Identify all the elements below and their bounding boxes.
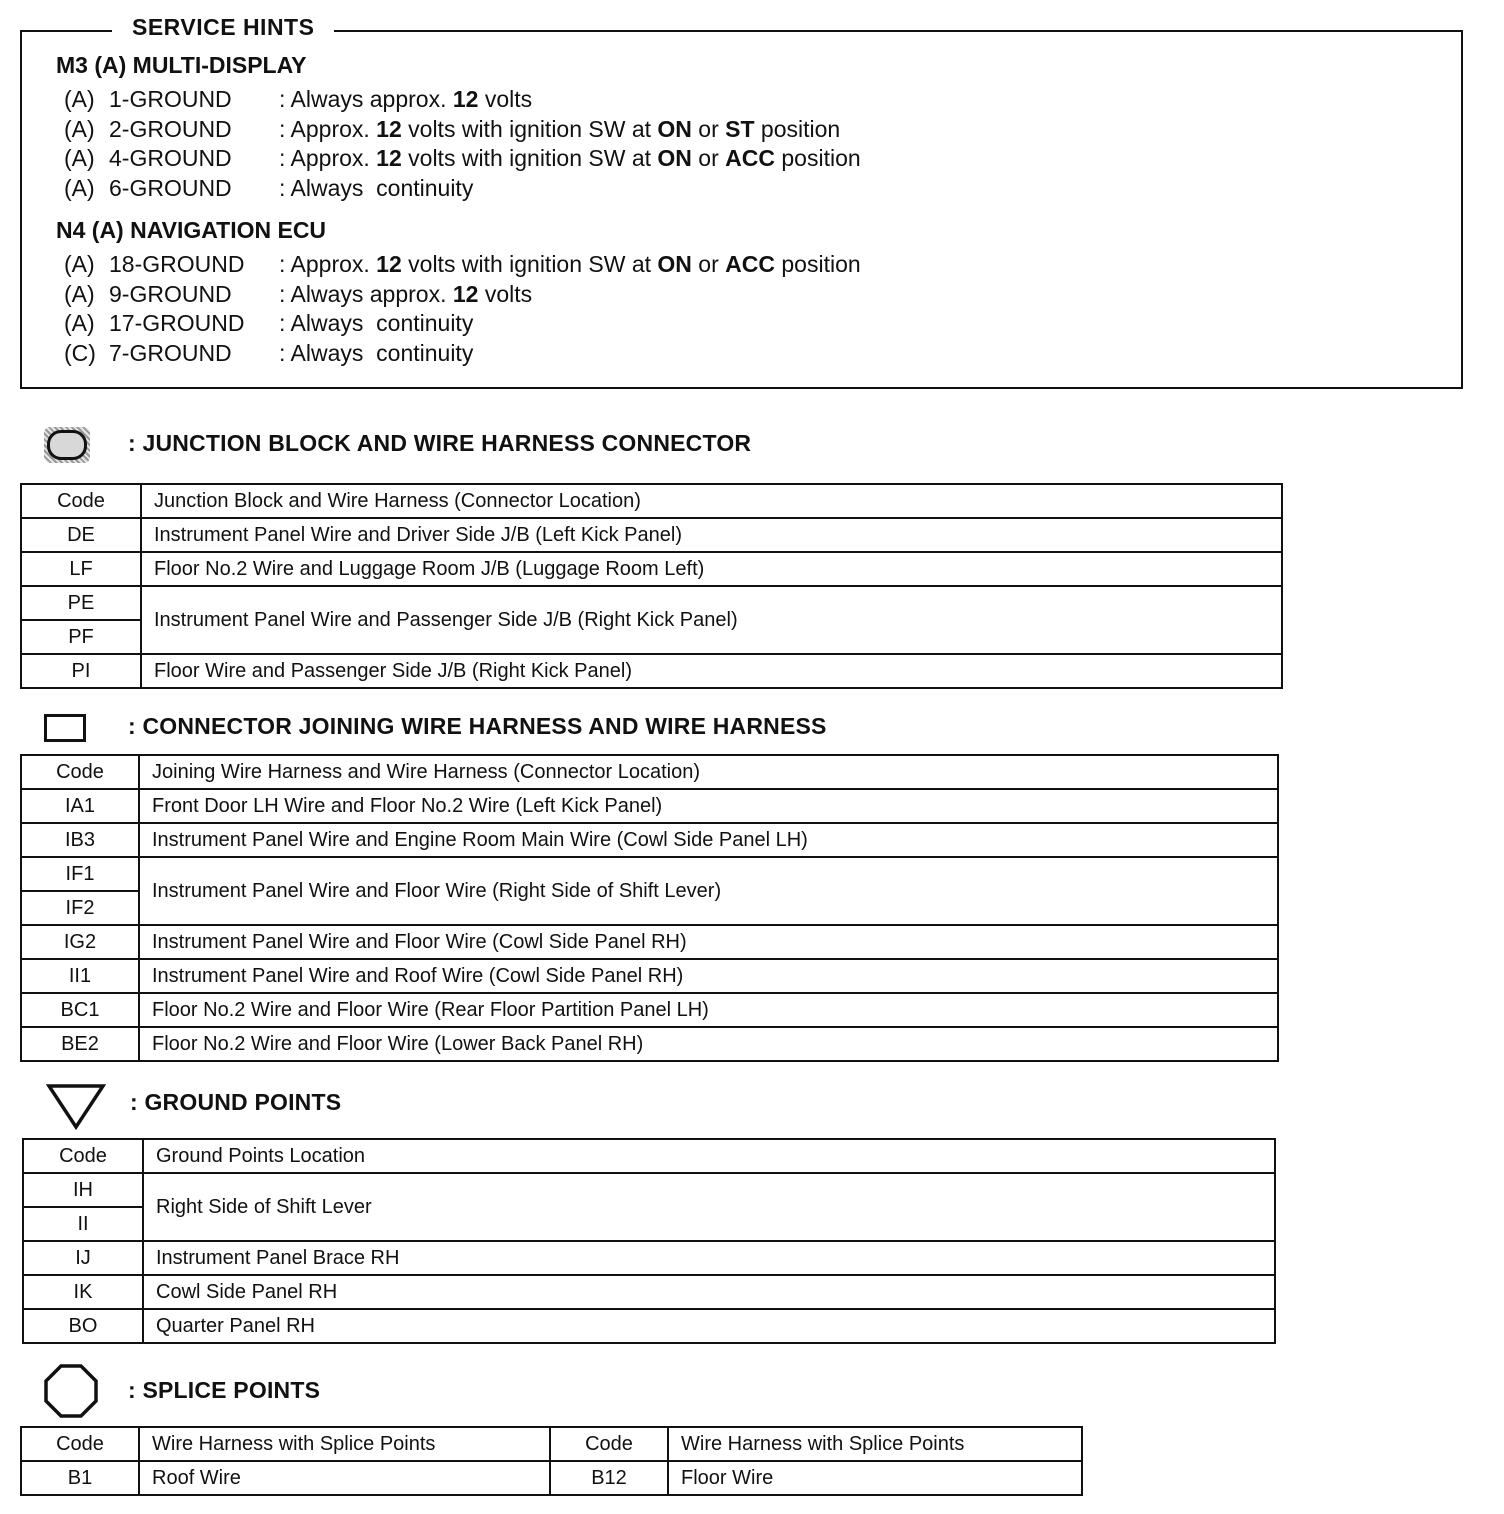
hint-text: Approx.	[290, 115, 377, 142]
hint-ref: (A)	[64, 115, 95, 142]
row-code: PE	[21, 586, 141, 620]
hint-text: Approx.	[290, 251, 377, 277]
row-code: BC1	[21, 993, 139, 1027]
table-header-row	[21, 1427, 1082, 1461]
hint-group-n4	[56, 217, 861, 368]
row-code: II	[23, 1207, 143, 1241]
row-code: PI	[21, 654, 141, 688]
table-row	[23, 1241, 1275, 1275]
header-desc: Ground Points Location	[143, 1139, 1275, 1173]
hint-value: 12	[376, 115, 402, 142]
table-header-row	[23, 1139, 1275, 1173]
row-desc: Instrument Panel Wire and Roof Wire (Cowl Side Panel RH)	[139, 959, 1278, 993]
table-row	[23, 1309, 1275, 1343]
row-code: BO	[23, 1309, 143, 1343]
hint-pin: 17-GROUND	[109, 310, 245, 337]
hint-text: or	[691, 115, 726, 142]
header-code: Code	[21, 484, 141, 518]
hint-text: volts with ignition SW at	[401, 145, 658, 172]
header-desc: Junction Block and Wire Harness (Connector Location)	[141, 484, 1282, 518]
row-code: PF	[21, 620, 141, 654]
hint-group-title: N4 (A) NAVIGATION ECU	[56, 217, 327, 243]
header-desc: Joining Wire Harness and Wire Harness (Connector Location)	[139, 755, 1278, 789]
hint-ref: (A)	[64, 310, 95, 337]
header-code: Code	[21, 1427, 139, 1461]
hint-value: 12	[452, 86, 479, 112]
hint-pin: 1-GROUND	[109, 86, 232, 112]
row-code: IJ	[23, 1241, 143, 1275]
hint-group-title: M3 (A) MULTI-DISPLAY	[56, 52, 307, 78]
ground-points-table	[22, 1138, 1276, 1344]
hint-switch-pos: ST	[725, 115, 755, 142]
row-code: BE2	[21, 1027, 139, 1061]
row-desc: Quarter Panel RH	[143, 1309, 1275, 1343]
splice-desc: Floor Wire	[668, 1461, 1082, 1495]
hint-text: volts with ignition SW at	[401, 115, 658, 142]
row-desc: Instrument Panel Wire and Floor Wire (Cowl Side Panel RH)	[139, 925, 1278, 959]
hint-text: volts	[478, 280, 533, 307]
hint-text: Approx.	[290, 145, 377, 172]
table-header-row	[21, 755, 1278, 789]
hint-ref: (A)	[64, 251, 95, 277]
header-desc: Wire Harness with Splice Points	[139, 1427, 550, 1461]
table-row	[21, 993, 1278, 1027]
splice-code: B1	[21, 1461, 139, 1495]
table-row	[23, 1173, 1275, 1207]
hint-value: 12	[376, 251, 402, 277]
hint-line: (C) 7-GROUND : Always continuity	[64, 339, 861, 369]
connector-joining-heading: : CONNECTOR JOINING WIRE HARNESS AND WIRE HARNESS	[128, 713, 827, 739]
splice-points-table	[20, 1426, 1083, 1496]
hint-line: (A) 2-GROUND : Approx. 12 volts with ignition SW at ON or ST position	[64, 115, 861, 145]
table-row	[21, 518, 1282, 552]
row-desc: Cowl Side Panel RH	[143, 1275, 1275, 1309]
table-header-row	[21, 484, 1282, 518]
row-desc: Floor No.2 Wire and Luggage Room J/B (Luggage Room Left)	[141, 552, 1282, 586]
hint-text: volts	[478, 86, 533, 112]
hint-text: or	[691, 145, 726, 172]
table-row	[21, 1027, 1278, 1061]
row-desc: Instrument Panel Wire and Driver Side J/B (Left Kick Panel)	[141, 518, 1282, 552]
table-row	[21, 789, 1278, 823]
row-desc: Instrument Panel Wire and Passenger Side J/B (Right Kick Panel)	[141, 586, 1282, 654]
hint-text: Always approx.	[290, 86, 453, 112]
header-code: Code	[23, 1139, 143, 1173]
row-code: II1	[21, 959, 139, 993]
hint-value: 12	[376, 145, 402, 172]
ground-triangle-icon	[46, 1083, 106, 1131]
hint-pin: 2-GROUND	[109, 115, 232, 142]
row-code: IF1	[21, 857, 139, 891]
row-code: LF	[21, 552, 141, 586]
table-row	[21, 959, 1278, 993]
header-desc: Wire Harness with Splice Points	[668, 1427, 1082, 1461]
table-row	[21, 823, 1278, 857]
row-code: IB3	[21, 823, 139, 857]
hint-switch-pos: ON	[657, 145, 692, 172]
row-code: IA1	[21, 789, 139, 823]
hint-text: position	[754, 115, 841, 142]
hint-switch-pos: ON	[657, 251, 692, 277]
table-row	[21, 857, 1278, 891]
table-row	[21, 654, 1282, 688]
hint-text: position	[775, 251, 861, 277]
splice-code: B12	[550, 1461, 668, 1495]
hint-text: Always continuity	[290, 339, 474, 366]
hint-line: (A) 18-GROUND : Approx. 12 volts with ignition SW at ON or ACC position	[64, 250, 861, 280]
table-row	[21, 552, 1282, 586]
row-desc: Instrument Panel Wire and Engine Room Main Wire (Cowl Side Panel LH)	[139, 823, 1278, 857]
hint-line: (A) 6-GROUND : Always continuity	[64, 174, 861, 204]
table-row	[21, 925, 1278, 959]
row-code: DE	[21, 518, 141, 552]
hint-text: or	[691, 251, 726, 277]
hint-value: 12	[452, 280, 479, 307]
connector-symbol-icon	[44, 714, 86, 742]
hint-line: (A) 9-GROUND : Always approx. 12 volts	[64, 280, 861, 310]
hint-pin: 18-GROUND	[109, 251, 245, 277]
ground-points-heading: : GROUND POINTS	[130, 1089, 342, 1115]
junction-block-heading: : JUNCTION BLOCK AND WIRE HARNESS CONNECTOR	[128, 430, 752, 456]
hint-ref: (C)	[64, 339, 96, 366]
header-code: Code	[21, 755, 139, 789]
row-code: IK	[23, 1275, 143, 1309]
row-desc: Instrument Panel Brace RH	[143, 1241, 1275, 1275]
hint-text: Always approx.	[290, 280, 453, 307]
junction-block-symbol-icon	[44, 427, 90, 463]
connector-joining-table	[20, 754, 1279, 1062]
hint-text: volts with ignition SW at	[401, 251, 658, 277]
hint-line: (A) 1-GROUND : Always approx. 12 volts	[64, 85, 861, 115]
hint-ref: (A)	[64, 86, 95, 112]
row-code: IG2	[21, 925, 139, 959]
hint-text: position	[775, 145, 861, 172]
hint-pin: 4-GROUND	[109, 145, 232, 172]
row-desc: Floor Wire and Passenger Side J/B (Right Kick Panel)	[141, 654, 1282, 688]
splice-points-heading: : SPLICE POINTS	[128, 1377, 321, 1403]
hint-ref: (A)	[64, 174, 95, 201]
row-desc: Floor No.2 Wire and Floor Wire (Rear Floor Partition Panel LH)	[139, 993, 1278, 1027]
table-row	[21, 586, 1282, 620]
splice-desc: Roof Wire	[139, 1461, 550, 1495]
hint-switch-pos: ON	[657, 115, 692, 142]
table-row	[23, 1275, 1275, 1309]
hint-ref: (A)	[64, 145, 95, 172]
row-desc: Instrument Panel Wire and Floor Wire (Right Side of Shift Lever)	[139, 857, 1278, 925]
hint-group-m3	[56, 52, 861, 203]
hint-switch-pos: ACC	[725, 251, 775, 277]
hint-pin: 9-GROUND	[109, 280, 232, 307]
row-desc: Right Side of Shift Lever	[143, 1173, 1275, 1241]
hint-pin: 6-GROUND	[109, 174, 232, 201]
header-code: Code	[550, 1427, 668, 1461]
hint-text: Always continuity	[290, 174, 474, 201]
row-desc: Front Door LH Wire and Floor No.2 Wire (Left Kick Panel)	[139, 789, 1278, 823]
service-hints-title: SERVICE HINTS	[112, 14, 334, 41]
hint-switch-pos: ACC	[725, 145, 775, 172]
hint-pin: 7-GROUND	[109, 339, 232, 366]
splice-octagon-icon	[43, 1363, 99, 1419]
table-row	[21, 1461, 1082, 1495]
row-code: IF2	[21, 891, 139, 925]
row-desc: Floor No.2 Wire and Floor Wire (Lower Back Panel RH)	[139, 1027, 1278, 1061]
hint-ref: (A)	[64, 280, 95, 307]
hint-line: (A) 17-GROUND : Always continuity	[64, 309, 861, 339]
row-code: IH	[23, 1173, 143, 1207]
hint-line: (A) 4-GROUND : Approx. 12 volts with ignition SW at ON or ACC position	[64, 144, 861, 174]
hint-text: Always continuity	[290, 310, 474, 337]
junction-block-table	[20, 483, 1283, 689]
service-hints-box	[20, 14, 1463, 389]
